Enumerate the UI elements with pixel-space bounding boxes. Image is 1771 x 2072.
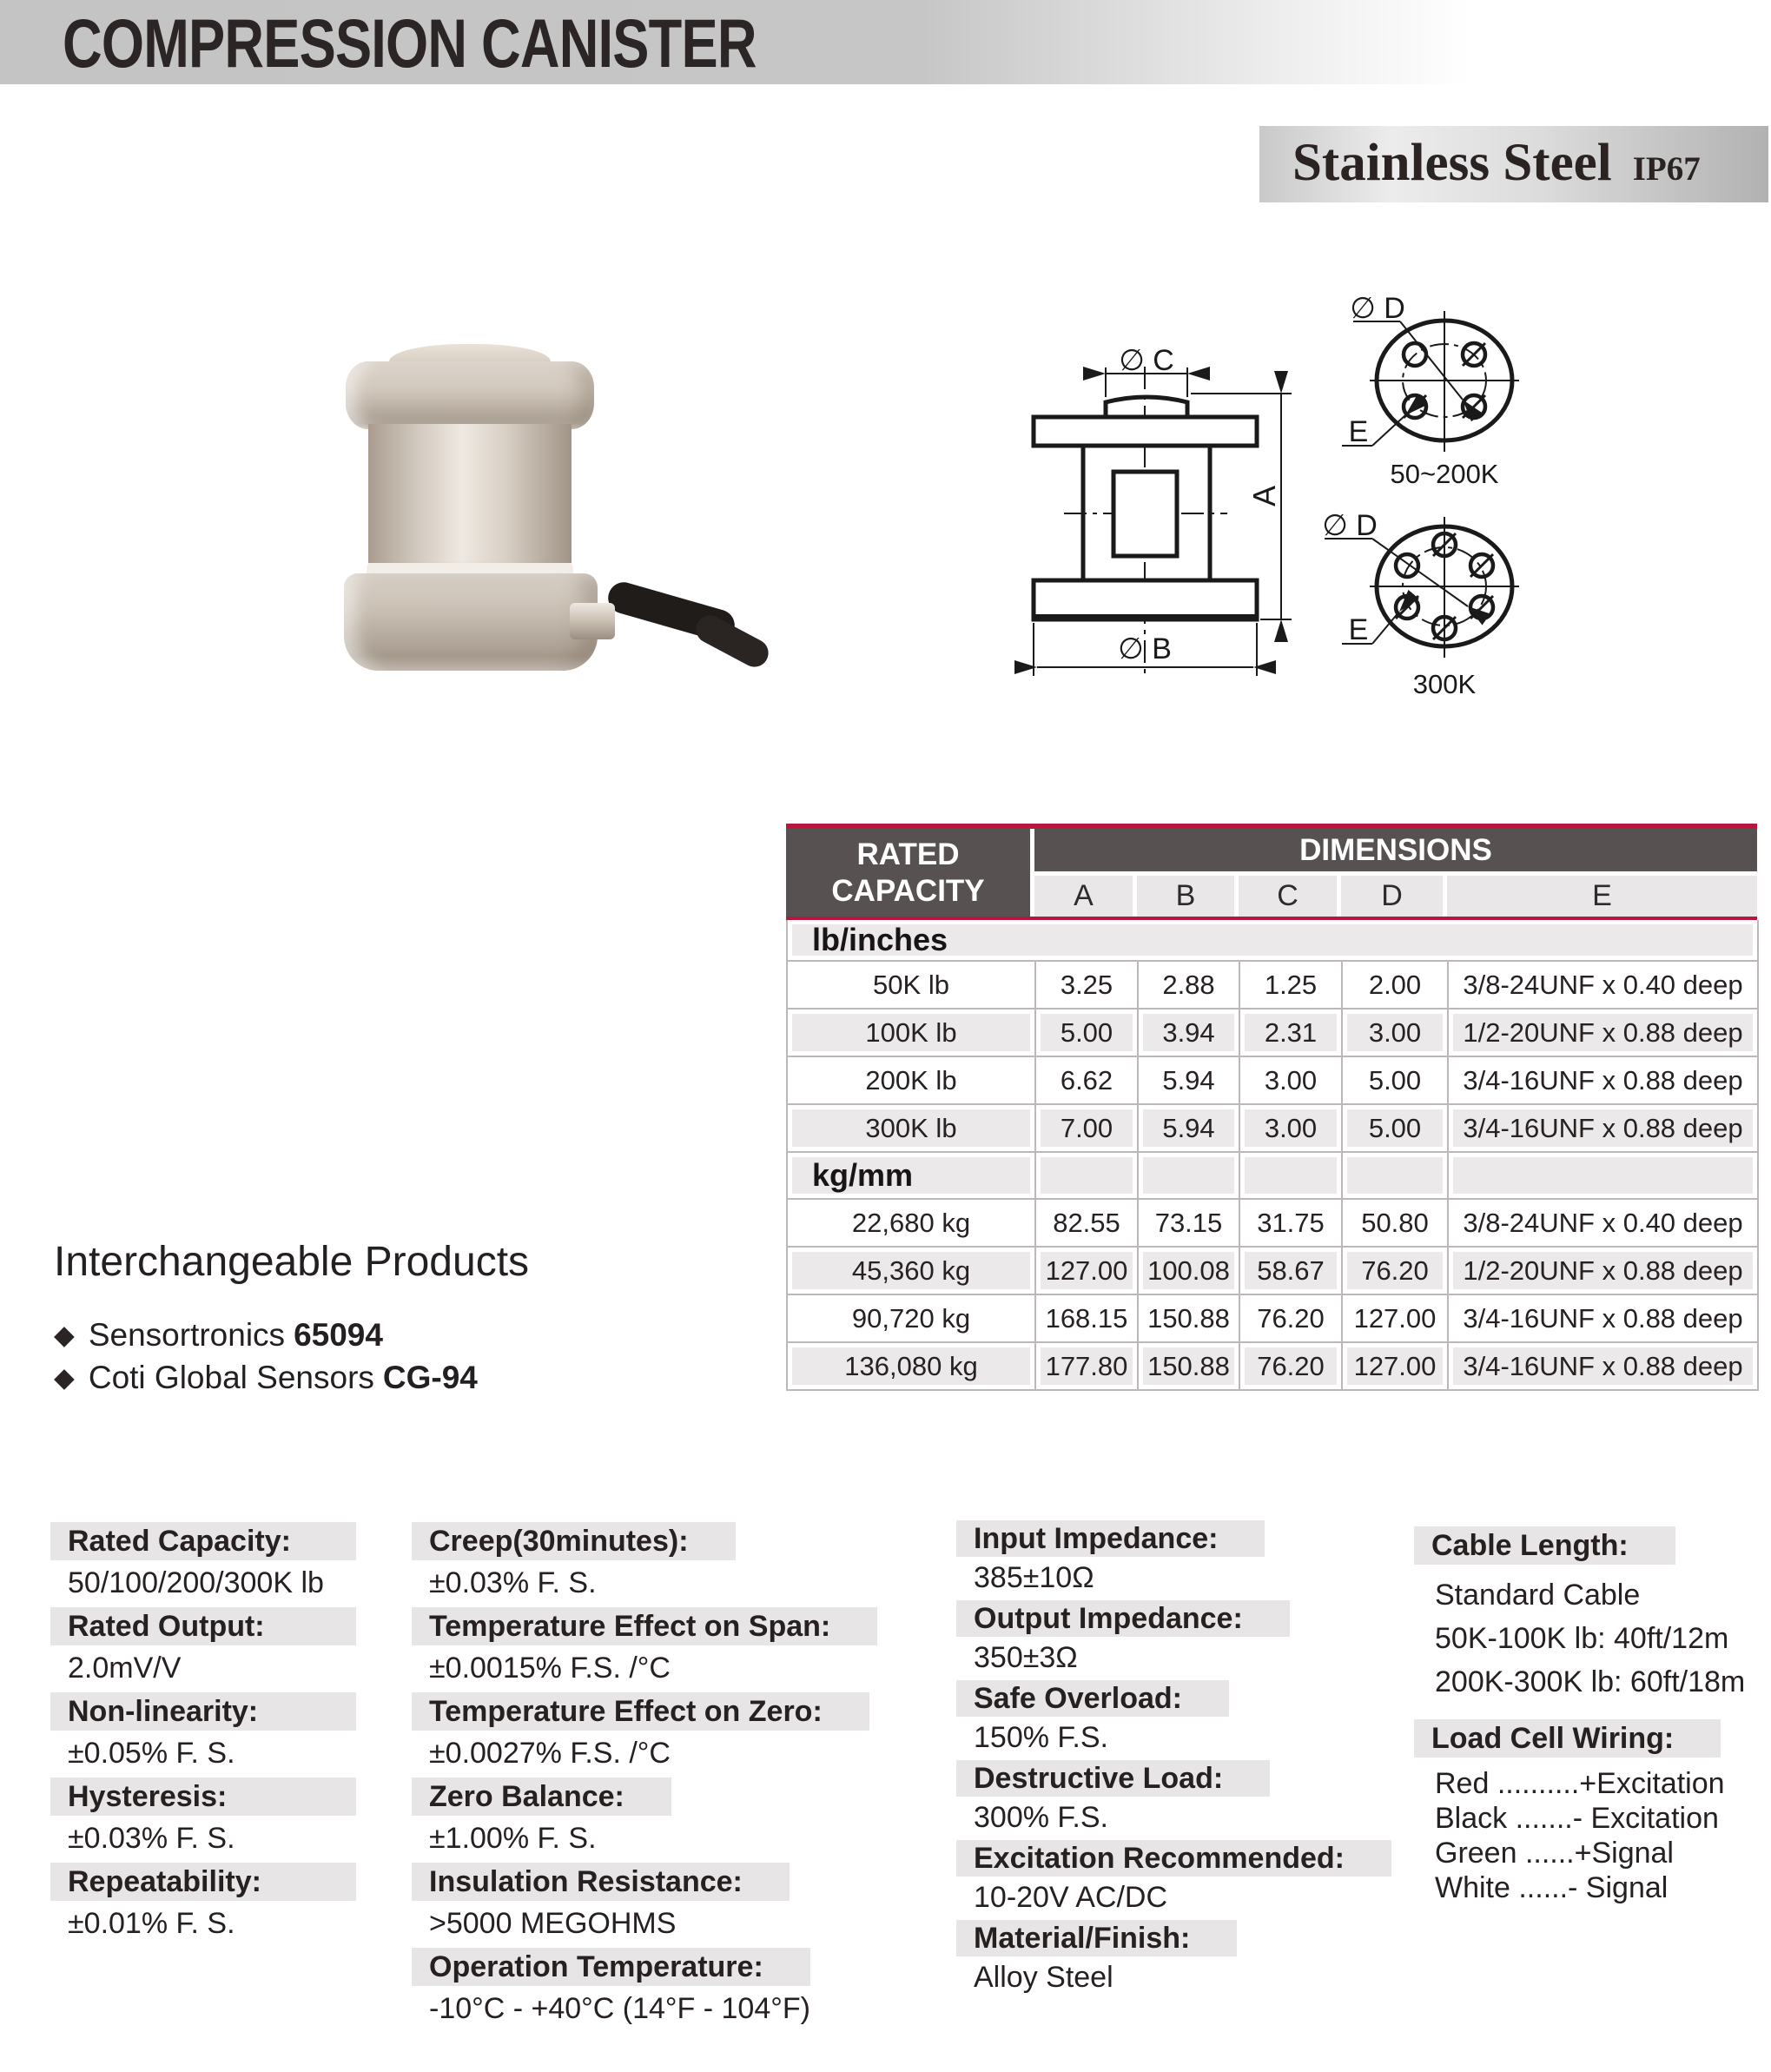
product-name: Coti Global Sensors <box>88 1360 374 1395</box>
table-cell: 58.67 <box>1240 1248 1343 1295</box>
table-cell: 76.20 <box>1343 1248 1449 1295</box>
specs-column-4 <box>1414 1526 1765 1905</box>
interchangeable-heading: Interchangeable Products <box>54 1239 530 1285</box>
spec-label: Hysteresis: <box>50 1777 356 1816</box>
spec-label: Output Impedance: <box>956 1600 1290 1637</box>
table-cell: 3.00 <box>1343 1010 1449 1057</box>
spec-item <box>412 1948 959 2026</box>
spec-value: ±0.0015% F.S. /°C <box>429 1652 671 1685</box>
table-cell: 2.31 <box>1240 1010 1343 1057</box>
table-cell: 45,360 kg <box>788 1248 1036 1295</box>
header-col-a: A <box>1034 876 1137 917</box>
table-cell <box>1036 1153 1139 1200</box>
spec-value: ±0.01% F. S. <box>68 1907 235 1940</box>
wiring-line: Black .......- Excitation <box>1435 1802 1719 1835</box>
spec-item <box>412 1863 959 1941</box>
table-cell <box>1240 1153 1343 1200</box>
product-name: Sensortronics <box>88 1317 286 1353</box>
spec-value: ±1.00% F. S. <box>429 1822 597 1855</box>
spec-item <box>412 1522 959 1600</box>
photo-bottom-flange <box>344 573 598 671</box>
table-cell: 5.94 <box>1139 1105 1240 1153</box>
spec-item <box>956 1520 1443 1595</box>
table-cell: 200K lb <box>788 1057 1036 1105</box>
interchangeable-products <box>54 1238 662 1399</box>
spec-value: ±0.0027% F.S. /°C <box>429 1737 671 1770</box>
list-item <box>54 1356 662 1399</box>
spec-label: Material/Finish: <box>956 1920 1237 1956</box>
table-cell: 1.25 <box>1240 962 1343 1010</box>
spec-label: Excitation Recommended: <box>956 1840 1391 1877</box>
spec-value: 150% F.S. <box>974 1721 1108 1754</box>
spec-item <box>412 1777 959 1856</box>
spec-value: 50/100/200/300K lb <box>68 1566 324 1599</box>
dim-label-c: ∅ C <box>1119 344 1174 377</box>
table-cell: 90,720 kg <box>788 1295 1036 1343</box>
table-cell: 136,080 kg <box>788 1343 1036 1391</box>
wiring-line: Red ..........+Excitation <box>1435 1767 1725 1800</box>
table-cell <box>1139 1153 1240 1200</box>
spec-label: Repeatability: <box>50 1863 356 1901</box>
header-dimensions-group: DIMENSIONS <box>1034 829 1757 876</box>
table-cell: 50.80 <box>1343 1200 1449 1248</box>
table-cell: 73.15 <box>1139 1200 1240 1248</box>
header-col-d: D <box>1341 876 1447 917</box>
spec-value: -10°C - +40°C (14°F - 104°F) <box>429 1992 810 2025</box>
spec-label: Destructive Load: <box>956 1760 1270 1797</box>
table-cell: 3/4-16UNF x 0.88 deep <box>1449 1343 1759 1391</box>
diamond-bullet-icon: ◆ <box>54 1362 75 1393</box>
drawing-svg <box>999 287 1771 704</box>
table-cell: 82.55 <box>1036 1200 1139 1248</box>
spec-value: Alloy Steel <box>974 1961 1113 1994</box>
specs-column-2 <box>412 1522 959 2033</box>
header-col-e: E <box>1447 876 1757 917</box>
spec-item <box>956 1760 1443 1835</box>
table-cell: 50K lb <box>788 962 1036 1010</box>
table-cell: 100.08 <box>1139 1248 1240 1295</box>
photo-cable-gland <box>570 603 615 639</box>
table-cell: 3/4-16UNF x 0.88 deep <box>1449 1295 1759 1343</box>
spec-item <box>412 1692 959 1771</box>
bolt-caption-300k: 300K <box>1412 669 1477 699</box>
table-cell: 177.80 <box>1036 1343 1139 1391</box>
spec-item-cable-length <box>1414 1526 1765 1704</box>
table-cell: 76.20 <box>1240 1295 1343 1343</box>
spec-value: ±0.05% F. S. <box>68 1737 235 1770</box>
table-cell: 127.00 <box>1036 1248 1139 1295</box>
specs-column-3 <box>956 1520 1443 2000</box>
spec-label: Creep(30minutes): <box>412 1522 736 1560</box>
table-cell: 127.00 <box>1343 1295 1449 1343</box>
table-cell <box>1343 1153 1449 1200</box>
diamond-bullet-icon: ◆ <box>54 1320 75 1350</box>
product-code: 65094 <box>294 1317 383 1353</box>
spec-item <box>50 1863 406 1941</box>
specs-column-1 <box>50 1522 406 1948</box>
page-title: COMPRESSION CANISTER <box>63 4 757 82</box>
table-cell: 3.94 <box>1139 1010 1240 1057</box>
spec-value: 10-20V AC/DC <box>974 1881 1167 1914</box>
table-cell: 2.00 <box>1343 962 1449 1010</box>
spec-label: Non-linearity: <box>50 1692 356 1731</box>
header-rated-capacity <box>786 829 1034 917</box>
table-cell: 1/2-20UNF x 0.88 deep <box>1449 1248 1759 1295</box>
spec-value: 200K-300K lb: 60ft/18m <box>1435 1665 1746 1698</box>
product-code: CG-94 <box>382 1360 478 1395</box>
spec-item <box>956 1920 1443 1995</box>
section-row-lb: lb/inches <box>788 920 1759 962</box>
spec-item <box>956 1840 1443 1915</box>
material-banner <box>1259 126 1768 202</box>
spec-label: Temperature Effect on Zero: <box>412 1692 869 1731</box>
spec-value: 2.0mV/V <box>68 1652 182 1685</box>
spec-value: >5000 MEGOHMS <box>429 1907 677 1940</box>
dim-label-e-bottom: E <box>1348 613 1369 646</box>
table-cell: 150.88 <box>1139 1343 1240 1391</box>
spec-item <box>956 1680 1443 1755</box>
spec-label: Input Impedance: <box>956 1520 1265 1557</box>
table-cell: 168.15 <box>1036 1295 1139 1343</box>
table-cell: 1/2-20UNF x 0.88 deep <box>1449 1010 1759 1057</box>
table-cell: 3/4-16UNF x 0.88 deep <box>1449 1105 1759 1153</box>
table-cell <box>1449 1153 1759 1200</box>
table-cell: 127.00 <box>1343 1343 1449 1391</box>
spec-label: Operation Temperature: <box>412 1948 810 1986</box>
bolt-caption-50-200k: 50~200K <box>1390 459 1499 489</box>
section-row-kg: kg/mm <box>788 1153 1036 1200</box>
dim-label-d-top: ∅ D <box>1350 292 1405 325</box>
table-cell: 76.20 <box>1240 1343 1343 1391</box>
photo-top-flange <box>346 361 594 429</box>
spec-item <box>412 1607 959 1685</box>
table-cell: 7.00 <box>1036 1105 1139 1153</box>
technical-drawing <box>999 287 1771 704</box>
dim-label-b: ∅ B <box>1118 632 1172 665</box>
side-view <box>1034 367 1292 678</box>
spec-value: 350±3Ω <box>974 1641 1078 1674</box>
header-col-c: C <box>1239 876 1341 917</box>
table-cell: 150.88 <box>1139 1295 1240 1343</box>
spec-item <box>956 1600 1443 1675</box>
spec-item <box>50 1692 406 1771</box>
spec-value: 300% F.S. <box>974 1801 1108 1834</box>
table-cell: 3.00 <box>1240 1105 1343 1153</box>
table-cell: 5.00 <box>1343 1057 1449 1105</box>
dim-label-a: A <box>1246 485 1282 507</box>
table-cell: 5.00 <box>1036 1010 1139 1057</box>
spec-label: Rated Output: <box>50 1607 356 1645</box>
table-cell: 3/8-24UNF x 0.40 deep <box>1449 962 1759 1010</box>
spec-label: Load Cell Wiring: <box>1414 1719 1721 1758</box>
table-cell: 100K lb <box>788 1010 1036 1057</box>
spec-item <box>50 1607 406 1685</box>
table-body <box>786 920 1757 1391</box>
dimensions-table <box>786 824 1757 1391</box>
list-item <box>54 1314 662 1356</box>
spec-item <box>50 1522 406 1600</box>
table-cell: 300K lb <box>788 1105 1036 1153</box>
spec-value: 385±10Ω <box>974 1561 1094 1594</box>
spec-value: ±0.03% F. S. <box>429 1566 597 1599</box>
spec-label: Rated Capacity: <box>50 1522 356 1560</box>
table-cell: 3.25 <box>1036 962 1139 1010</box>
spec-label: Insulation Resistance: <box>412 1863 790 1901</box>
product-photo <box>261 287 747 699</box>
spec-value: 50K-100K lb: 40ft/12m <box>1435 1622 1729 1655</box>
spec-value: Standard Cable <box>1435 1579 1641 1612</box>
table-cell: 31.75 <box>1240 1200 1343 1248</box>
table-cell: 5.94 <box>1139 1057 1240 1105</box>
material-label: Stainless Steel <box>1292 134 1612 192</box>
table-cell: 3.00 <box>1240 1057 1343 1105</box>
header-col-b: B <box>1137 876 1239 917</box>
wiring-line: Green ......+Signal <box>1435 1837 1674 1870</box>
header-rated-capacity-label: RATED CAPACITY <box>831 837 985 908</box>
table-cell: 2.88 <box>1139 962 1240 1010</box>
ip-rating-badge: IP67 <box>1632 150 1701 188</box>
bolt-view-50-200k <box>1342 311 1519 452</box>
dim-label-e-top: E <box>1348 415 1369 448</box>
wiring-line: White ......- Signal <box>1435 1871 1669 1904</box>
spec-label: Safe Overload: <box>956 1680 1229 1717</box>
spec-value: ±0.03% F. S. <box>68 1822 235 1855</box>
header-bar <box>0 0 1771 84</box>
table-cell: 3/8-24UNF x 0.40 deep <box>1449 1200 1759 1248</box>
table-cell: 6.62 <box>1036 1057 1139 1105</box>
spec-label: Temperature Effect on Span: <box>412 1607 877 1645</box>
table-cell: 3/4-16UNF x 0.88 deep <box>1449 1057 1759 1105</box>
table-cell: 22,680 kg <box>788 1200 1036 1248</box>
table-cell: 5.00 <box>1343 1105 1449 1153</box>
spec-label: Cable Length: <box>1414 1526 1675 1565</box>
spec-label: Zero Balance: <box>412 1777 671 1816</box>
table-header <box>786 829 1757 917</box>
dim-label-d-bottom: ∅ D <box>1322 509 1378 542</box>
interchangeable-list <box>54 1314 662 1399</box>
spec-item-load-cell-wiring <box>1414 1719 1765 1905</box>
spec-item <box>50 1777 406 1856</box>
